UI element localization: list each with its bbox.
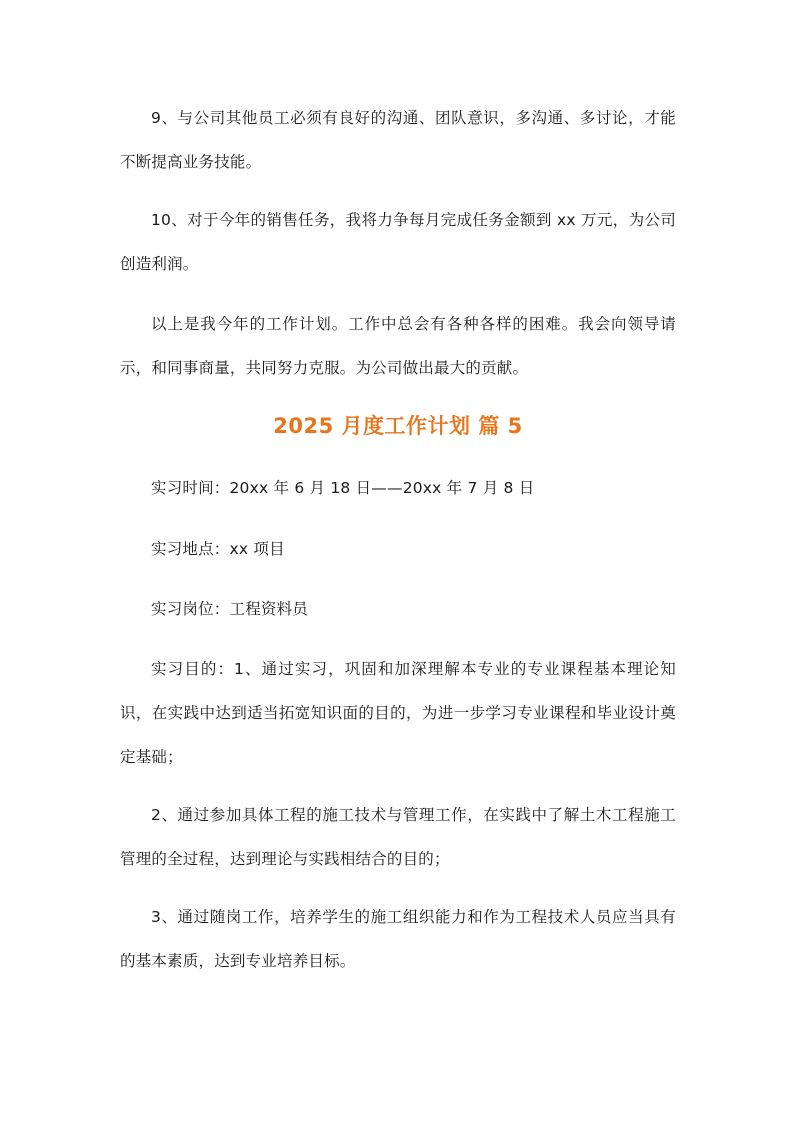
internship-purpose: 实习目的：1、通过实习，巩固和加深理解本专业的专业课程基本理论知识，在实践中达到适当拓宽知识面的目的，为进一步学习专业课程和毕业设计奠定基础； [120, 660, 676, 766]
purpose-item-3: 3、通过随岗工作，培养学生的施工组织能力和作为工程技术人员应当具有的基本素质，达到专业培养目标。 [120, 908, 676, 970]
paragraph-conclusion: 以上是我今年的工作计划。工作中总会有各种各样的困难。我会向领导请示，和同事商量，共同努力克服。为公司做出最大的贡献。 [120, 315, 676, 377]
purpose-item-2: 2、通过参加具体工程的施工技术与管理工作，在实践中了解土木工程施工管理的全过程，达到理论与实践相结合的目的； [120, 806, 676, 868]
section-title: 2025 月度工作计划 篇 5 [273, 414, 523, 438]
internship-position: 实习岗位：工程资料员 [151, 600, 309, 618]
paragraph-item-9: 9、与公司其他员工必须有良好的沟通、团队意识，多沟通、多讨论，才能不断提高业务技能。 [120, 109, 676, 171]
paragraph-item-10: 10、对于今年的销售任务，我将力争每月完成任务金额到 xx 万元，为公司创造利润。 [120, 211, 676, 273]
internship-location: 实习地点：xx 项目 [151, 540, 285, 558]
internship-time: 实习时间：20xx 年 6 月 18 日——20xx 年 7 月 8 日 [151, 479, 535, 497]
